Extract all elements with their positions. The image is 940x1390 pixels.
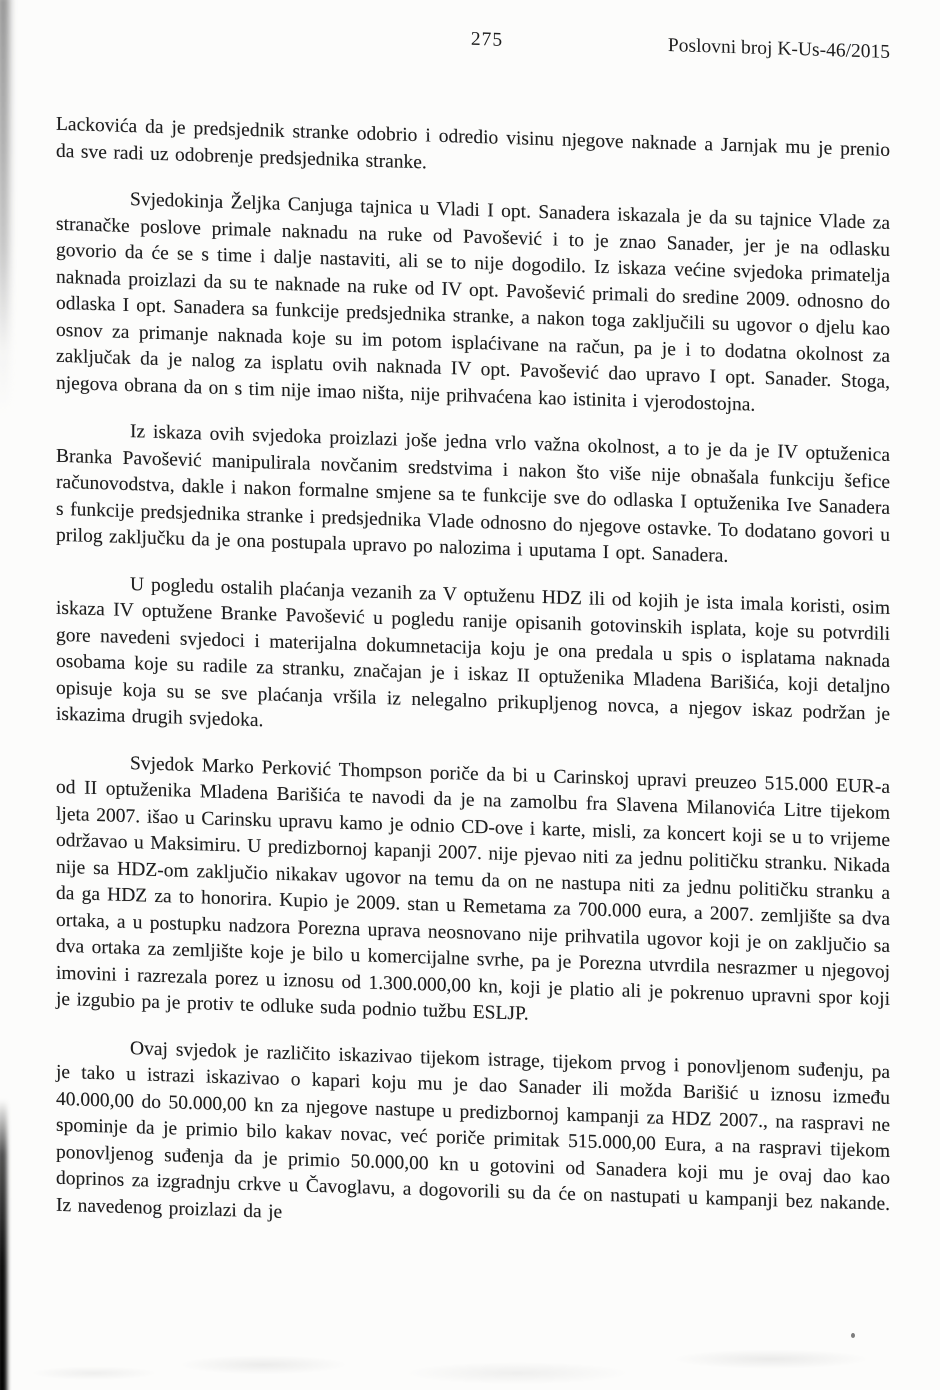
body-paragraph-1: Lackovića da je predsjednik stranke odobrio i odredio visinu njegove naknade a Jarnjak mu je prenio da sve radi uz odobrenje predsjednika stranke. [56, 113, 890, 173]
body-paragraph-6: Ovaj svjedok je različito iskazivao tijekom istrage, tijekom prvog i ponovljenom suđenju, pa je tako u istrazi iskazivao o kapari koju mu je dao Sanader ili možda Barišić u iznosu između 40.000,00 do 50.000,00 kn za njegove nastupe u predizbornoj kampanji za HDZ 2007., na raspravi ne spominje da je primio bilo kakav novac, već poriče primitak 515.000,00 Eura, a na raspravi tijekom ponovljenog suđenja da je primio 50.000,00 kn u gotovini od Sanadera koji mu je ovaj dao kao doprinos za izgradnju crkve u Čavoglavu, a dogovorili su da će on nastupati u kampanji bez nakande. Iz navedenog proizlazi da je [56, 1037, 890, 1223]
page-header [56, 16, 890, 64]
judgment-body [56, 112, 890, 1245]
header-spacer [56, 32, 457, 45]
body-paragraph-3: Iz iskaza ovih svjedoka proizlazi joše jedna vrlo važna okolnost, a to je da je IV optuženica Branka Pavošević manipulirala novčanim sredstvima i nakon što više nije obnašala funkciju šefice računovodstva, dakle i nakon formalne smjene sa te funkcije sve do odlaska I optuženika Ive Sanadera s funkcije predsjednika stranke i predsjednika Vlade odnosno do njegove ostavke. To dodatano govori u prilog zaključku da je ona postupala upravo po nalozima i uputama I opt. Sanadera. [56, 421, 890, 567]
scan-edge-shadow-top-left [0, 0, 9, 414]
scan-noise-bottom [0, 1334, 940, 1390]
case-reference: Poslovni broj K-Us-46/2015 [667, 34, 890, 63]
body-paragraph-2: Svjedokinja Željka Canjuga tajnica u Vladi I opt. Sanadera iskazala je da su tajnice Vlade za stranačke poslove primale naknadu na ruke od Pavošević i to je znao Sanader, jer je na odlasku govorio da će se s time i dalje nastaviti, ali se to nije dogodilo. Iz iskaza većine svjedoka primatelja naknada proizlazi da su te naknade na ruke od IV opt. Pavošević primali do sredine 2009. odnosno do odlaska I opt. Sanadera sa funkcije predsjednika stranke, a nakon toga zaključili su ugovor o djelu kao osnov za primanje naknada koje su im potom isplaćivane na račun, pa je i to dodatna okolnost za zaključak da je nalog za isplatu ovih naknada IV opt. Pavošević dao upravo I opt. Sanader. Stoga, njegova obrana da on s tim nije imao ništa, nije prihvaćena kao istinita i vjerodostojna. [56, 189, 890, 416]
scan-speck [851, 1333, 855, 1338]
page-number: 275 [470, 28, 504, 51]
body-paragraph-4: U pogledu ostalih plaćanja vezanih za V optuženu HDZ ili od kojih je ista imala koristi, osim iskaza IV optužene Branke Pavošević u pogledu ranije opisanih gotovinskih isplata, koje su potvrdili gore navedeni svjedoci i materijalna dokumnetacija koju je ona predala u spis o isplatama naknada osobama koje su radile za stranku, značajan je i iskaz II optuženika Mladena Barišića, koji detaljno opisuje koja su se sve plaćanja vršila iz nelegalno prikupljenog novca, a njegov iskaz podržan je iskazima drugih svjedoka. [56, 573, 890, 732]
body-paragraph-5: Svjedok Marko Perković Thompson poriče da bi u Carinskoj upravi preuzeo 515.000 EUR-a od II optuženika Mladena Barišića te navodi da je na zamolbu fra Slavena Milanovića Litre tijekom ljeta 2007. išao u Carinsku upravu kamo je odnio CD-ove i karte, misli, za koncert koji se u to vrijeme održavao u Maksimiru. U predizbornoj kapanji 2007. nije pjevao niti za jednu političku stranku. Nikada nije sa HDZ-om zaključio nikakav ugovor na temu da on ne nastupa niti za jednu političku stranku a da ga HDZ za to honorira. Kupio je 2009. stan u Remetama za 700.000 eura, a 2007. zemljište sa dva ortaka, a u postupku nadzora Porezna uprava neosnovano nije prihvatila ugovor koji je on zaključio sa dva ortaka za zemljište koje je bilo u komercijalne svrhe, pa je Porezna utvrdila nesrazmer u njegovoj imovini i razrezala porez u iznosu od 1.300.000,00 kn, koji je platio ali je pokrenuo upravni spor koji je izgubio pa je protiv te odluke suda podnio tužbu ESLJP. [56, 752, 890, 1025]
